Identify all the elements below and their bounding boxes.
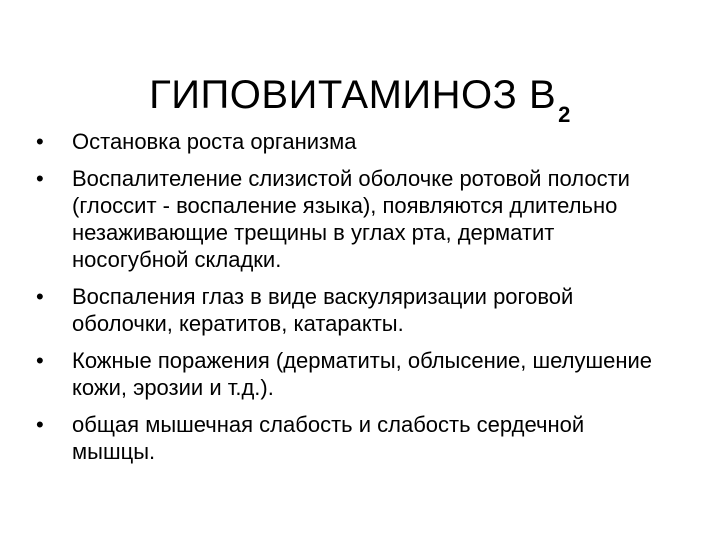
bullet-list bbox=[36, 128, 656, 475]
bullet-text: общая мышечная слабость и слабость сердечной мышцы. bbox=[72, 412, 585, 464]
bullet-icon: • bbox=[36, 348, 44, 373]
slide-title bbox=[0, 71, 720, 125]
bullet-icon: • bbox=[36, 412, 44, 437]
bullet-item bbox=[36, 165, 656, 273]
slide-title-text: ГИПОВИТАМИНОЗ В bbox=[149, 72, 557, 117]
bullet-item bbox=[36, 128, 656, 155]
slide-title-subscript: 2 bbox=[558, 101, 571, 127]
bullet-item bbox=[36, 411, 656, 465]
bullet-icon: • bbox=[36, 284, 44, 309]
bullet-icon: • bbox=[36, 129, 44, 154]
bullet-text: Воспалителение слизистой оболочке ротовой полости (глоссит - воспаление языка), появляются длительно незаживающие трещины в углах рта, дерматит носогубной складки. bbox=[72, 166, 630, 272]
bullet-text: Остановка роста организма bbox=[72, 129, 357, 154]
bullet-text: Воспаления глаз в виде васкуляризации роговой оболочки, кератитов, катаракты. bbox=[72, 284, 574, 336]
bullet-item bbox=[36, 347, 656, 401]
bullet-text: Кожные поражения (дерматиты, облысение, шелушение кожи, эрозии и т.д.). bbox=[72, 348, 653, 400]
bullet-icon: • bbox=[36, 166, 44, 191]
bullet-item bbox=[36, 283, 656, 337]
